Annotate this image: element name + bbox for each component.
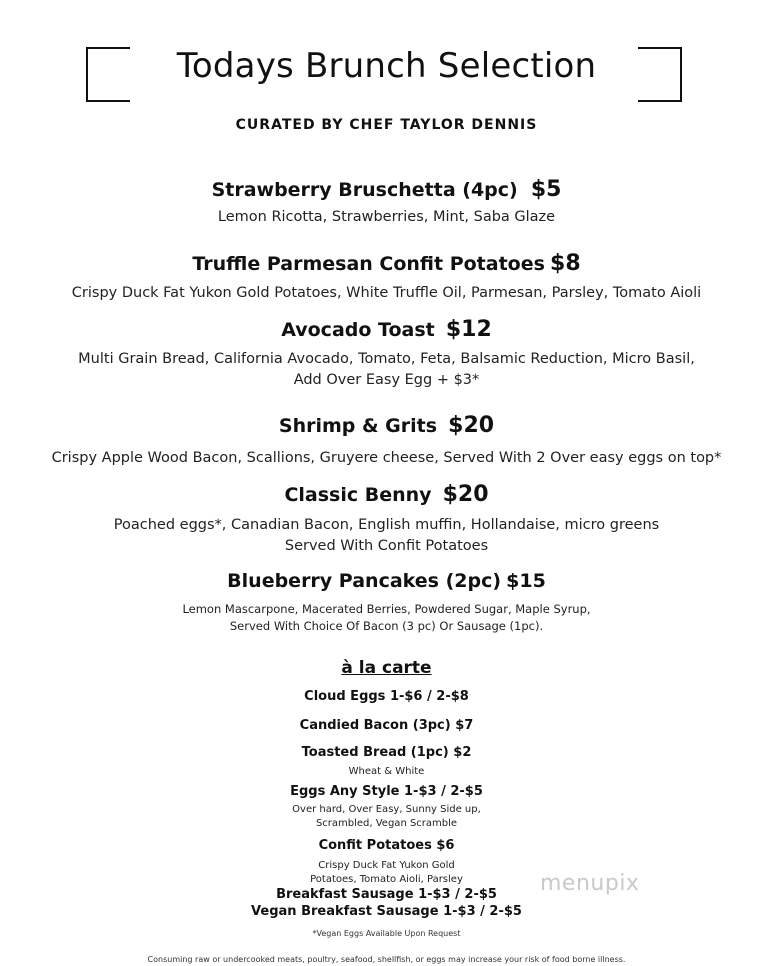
menu-item-blueberry-pancakes	[0, 570, 773, 592]
item-name: Classic Benny	[284, 484, 432, 506]
item-description: Served With Choice Of Bacon (3 pc) Or Sausage (1pc).	[229, 619, 544, 633]
item-price: $8	[550, 251, 581, 276]
menu-title: Todays Brunch Selection	[176, 46, 597, 86]
alacarte-item-cloud-eggs: Cloud Eggs 1-$6 / 2-$8	[304, 689, 469, 704]
food-safety-disclaimer: Consuming raw or undercooked meats, poultry, seafood, shellfish, or eggs may increase your risk of food borne illness.	[147, 955, 626, 964]
alacarte-heading: à la carte	[341, 658, 432, 678]
alacarte-item-eggs-any-style: Eggs Any Style 1-$3 / 2-$5	[290, 784, 483, 799]
item-name: Shrimp & Grits	[278, 415, 438, 437]
item-description: Lemon Ricotta, Strawberries, Mint, Saba Glaze	[217, 209, 556, 225]
item-description: Crispy Duck Fat Yukon Gold Potatoes, White Truffle Oil, Parmesan, Parsley, Tomato Aioli	[71, 285, 702, 301]
menupix-watermark: menupix	[540, 871, 640, 896]
alacarte-item-vegan-sausage: Vegan Breakfast Sausage 1-$3 / 2-$5	[251, 904, 522, 919]
alacarte-note: Over hard, Over Easy, Sunny Side up,	[292, 804, 481, 815]
item-name: Blueberry Pancakes (2pc)	[227, 570, 502, 592]
menu-item-avocado-toast	[0, 317, 773, 342]
alacarte-note: Crispy Duck Fat Yukon Gold	[318, 860, 455, 871]
item-name: Avocado Toast	[281, 319, 435, 341]
alacarte-note: Potatoes, Tomato Aioli, Parsley	[310, 874, 463, 885]
item-price: $5	[530, 177, 562, 202]
alacarte-item-candied-bacon: Candied Bacon (3pc) $7	[299, 718, 474, 733]
item-description: Lemon Mascarpone, Macerated Berries, Powdered Sugar, Maple Syrup,	[182, 602, 591, 616]
alacarte-item-toasted-bread: Toasted Bread (1pc) $2	[301, 745, 472, 760]
alacarte-item-confit-potatoes: Confit Potatoes $6	[318, 838, 455, 853]
item-description: Add Over Easy Egg + $3*	[293, 372, 480, 388]
item-price: $15	[506, 570, 546, 592]
menu-item-truffle-potatoes	[0, 251, 773, 276]
vegan-eggs-note: *Vegan Eggs Available Upon Request	[312, 929, 461, 938]
menu-item-classic-benny	[0, 482, 773, 507]
item-description: Served With Confit Potatoes	[284, 538, 489, 554]
alacarte-note: Scrambled, Vegan Scramble	[315, 818, 458, 829]
alacarte-note: Wheat & White	[348, 766, 425, 777]
item-description: Poached eggs*, Canadian Bacon, English muffin, Hollandaise, micro greens	[113, 517, 660, 533]
menu-item-strawberry-bruschetta	[0, 177, 773, 202]
menu-item-shrimp-grits	[0, 413, 773, 438]
alacarte-item-breakfast-sausage: Breakfast Sausage 1-$3 / 2-$5	[276, 887, 497, 902]
item-description: Crispy Apple Wood Bacon, Scallions, Gruyere cheese, Served With 2 Over easy eggs on top*	[51, 450, 722, 466]
item-description: Multi Grain Bread, California Avocado, Tomato, Feta, Balsamic Reduction, Micro Basil,	[78, 351, 695, 367]
item-name: Truffle Parmesan Confit Potatoes	[192, 253, 545, 275]
item-name: Strawberry Bruschetta (4pc)	[211, 179, 518, 201]
item-price: $20	[442, 482, 489, 507]
item-price: $12	[445, 317, 492, 342]
chef-credit: CURATED BY CHEF TAYLOR DENNIS	[235, 117, 538, 133]
item-price: $20	[448, 413, 495, 438]
